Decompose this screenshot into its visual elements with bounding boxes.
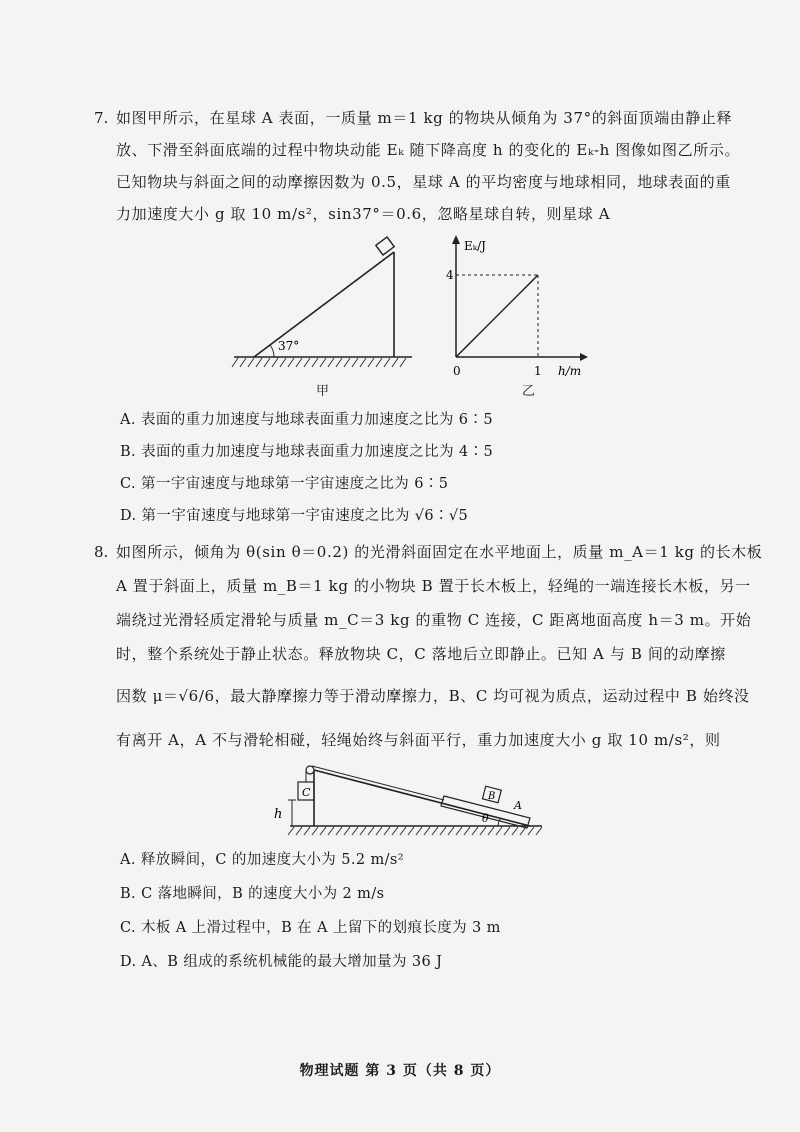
q7-y-tick: 4 bbox=[446, 268, 454, 282]
q7-angle-label: 37° bbox=[278, 339, 300, 353]
q8-line-3: 端绕过光滑轻质定滑轮与质量 m_C＝3 kg 的重物 C 连接，C 距离地面高度 h＝3 m。开始 bbox=[116, 611, 752, 629]
q8-label-b: B bbox=[488, 791, 496, 802]
q7-origin-label: 0 bbox=[453, 364, 461, 378]
q7-caption-jia: 甲 bbox=[316, 384, 330, 399]
q7-line-3: 已知物块与斜面之间的动摩擦因数为 0.5，星球 A 的平均密度与地球相同，地球表面的重 bbox=[116, 173, 731, 191]
q8-option-a[interactable]: A. 释放瞬间，C 的加速度大小为 5.2 m/s² bbox=[120, 852, 404, 868]
q7-caption-yi: 乙 bbox=[522, 384, 536, 399]
q7-option-a[interactable]: A. 表面的重力加速度与地球表面重力加速度之比为 6∶5 bbox=[120, 412, 493, 428]
q8-line-1: 如图所示，倾角为 θ(sin θ＝0.2) 的光滑斜面固定在水平地面上，质量 m_A＝1 kg 的长木板 bbox=[116, 543, 763, 561]
q7-option-b[interactable]: B. 表面的重力加速度与地球表面重力加速度之比为 4∶5 bbox=[120, 444, 494, 460]
q8-line-5: 因数 μ＝√6/6，最大静摩擦力等于滑动摩擦力，B、C 均可视为质点，运动过程中 B 始终没 bbox=[116, 687, 750, 705]
q7-line-4: 力加速度大小 g 取 10 m/s²，sin37°＝0.6，忽略星球自转，则星球 A bbox=[116, 205, 611, 223]
q8-label-h: h bbox=[274, 807, 283, 822]
q8-line-6: 有离开 A，A 不与滑轮相碰，轻绳始终与斜面平行，重力加速度大小 g 取 10 m/s²，则 bbox=[116, 731, 721, 749]
q7-option-c[interactable]: C. 第一宇宙速度与地球第一宇宙速度之比为 6∶5 bbox=[120, 476, 449, 492]
q7-line-2: 放、下滑至斜面底端的过程中物块动能 Eₖ 随下降高度 h 的变化的 Eₖ-h 图像如图乙所示。 bbox=[116, 141, 741, 159]
q8-line-4: 时，整个系统处于静止状态。释放物块 C，C 落地后立即静止。已知 A 与 B 间的动摩擦 bbox=[116, 645, 726, 663]
q8-label-a: A bbox=[514, 799, 522, 812]
q8-figure bbox=[268, 758, 548, 838]
q8-number: 8. bbox=[94, 543, 109, 561]
q7-number: 7. bbox=[94, 109, 109, 127]
q8-label-theta: θ bbox=[482, 812, 489, 825]
q7-figure-jia bbox=[228, 232, 418, 377]
q7-option-d[interactable]: D. 第一宇宙速度与地球第一宇宙速度之比为 √6∶√5 bbox=[120, 508, 469, 524]
q8-line-2: A 置于斜面上，质量 m_B＝1 kg 的小物块 B 置于长木板上，轻绳的一端连接长木板，另一 bbox=[116, 577, 751, 595]
q7-y-axis-label: Eₖ/J bbox=[464, 239, 486, 253]
q8-option-c[interactable]: C. 木板 A 上滑过程中，B 在 A 上留下的划痕长度为 3 m bbox=[120, 920, 501, 936]
page-footer: 物理试题 第 3 页（共 8 页） bbox=[299, 1063, 501, 1079]
q7-line-1: 如图甲所示，在星球 A 表面，一质量 m＝1 kg 的物块从倾角为 37°的斜面顶端由静止释 bbox=[116, 109, 733, 127]
q7-x-tick: 1 bbox=[534, 364, 542, 378]
q7-figure-yi bbox=[440, 232, 590, 382]
q7-x-axis-label: h/m bbox=[558, 364, 582, 378]
q8-label-c: C bbox=[302, 786, 311, 799]
q8-option-d[interactable]: D. A、B 组成的系统机械能的最大增加量为 36 J bbox=[120, 954, 443, 970]
q8-option-b[interactable]: B. C 落地瞬间，B 的速度大小为 2 m/s bbox=[120, 886, 385, 902]
